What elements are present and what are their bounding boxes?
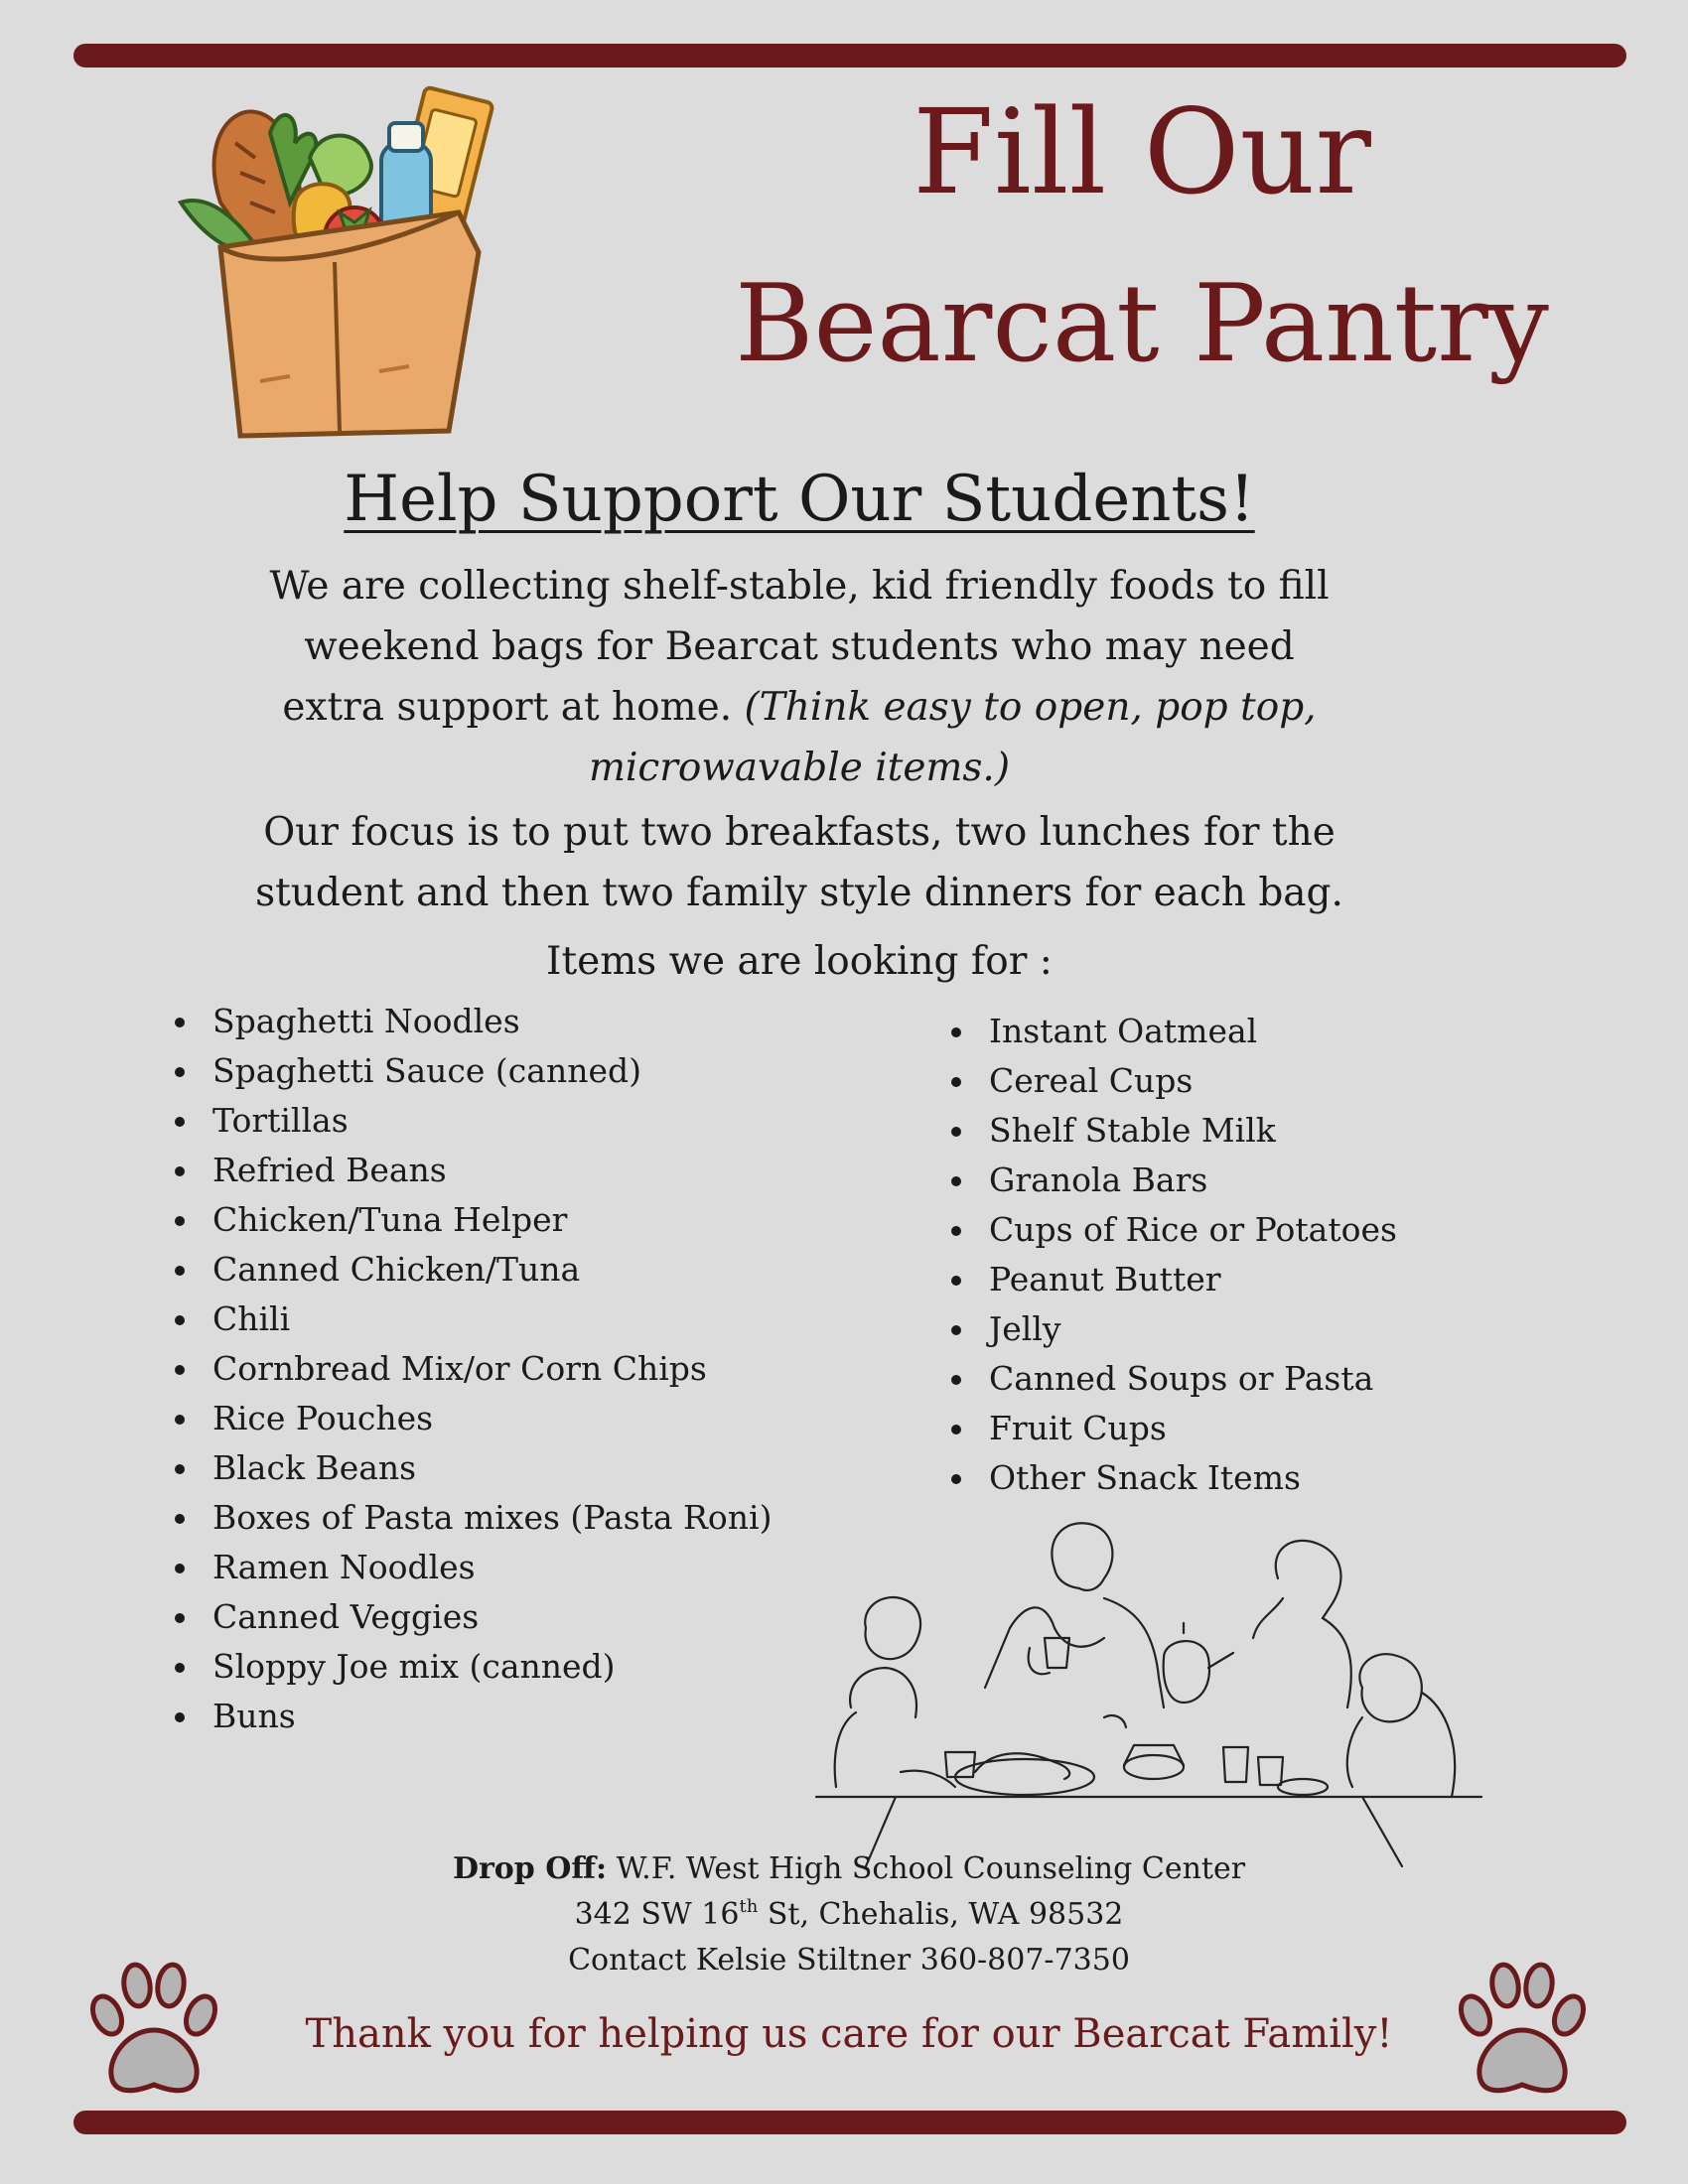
list-item: Chili	[175, 1295, 810, 1344]
dropoff-line	[298, 1846, 1400, 1892]
items-heading: Items we are looking for :	[546, 939, 1053, 984]
list-item: Black Beans	[175, 1443, 810, 1493]
list-item: Spaghetti Sauce (canned)	[175, 1046, 810, 1096]
contact-line: Contact Kelsie Stiltner 360-807-7350	[568, 1943, 1130, 1978]
list-item: Boxes of Pasta mixes (Pasta Roni)	[175, 1493, 810, 1543]
dropoff-label: Drop Off:	[452, 1851, 608, 1886]
list-item: Refried Beans	[175, 1146, 810, 1195]
intro-text: We are collecting shelf-stable, kid friendly foods to fill weekend bags for Bearcat students who may need extra support at home.	[269, 564, 1330, 730]
family-dinner-illustration	[806, 1519, 1491, 1876]
focus-paragraph: Our focus is to put two breakfasts, two lunches for the student and then two family style dinners for each bag.	[255, 810, 1343, 915]
list-item: Buns	[175, 1692, 810, 1741]
list-item: Rice Pouches	[175, 1394, 810, 1443]
list-item: Instant Oatmeal	[951, 1007, 1587, 1056]
title-line-2: Bearcat Pantry	[735, 262, 1549, 386]
bottom-divider	[73, 2111, 1626, 2134]
list-item: Jelly	[951, 1304, 1587, 1354]
dropoff-location: W.F. West High School Counseling Center	[607, 1851, 1246, 1886]
paw-print-icon	[79, 1956, 228, 2105]
section-heading: Help Support Our Students!	[344, 463, 1255, 536]
list-item: Fruit Cups	[951, 1404, 1587, 1453]
title-line-1: Fill Our	[913, 83, 1371, 220]
list-item: Chicken/Tuna Helper	[175, 1195, 810, 1245]
address-superscript: th	[739, 1896, 759, 1917]
list-item: Canned Soups or Pasta	[951, 1354, 1587, 1404]
items-list-left	[175, 997, 810, 1741]
list-item: Tortillas	[175, 1096, 810, 1146]
list-item: Shelf Stable Milk	[951, 1106, 1587, 1156]
list-item: Canned Veggies	[175, 1592, 810, 1642]
list-item: Spaghetti Noodles	[175, 997, 810, 1046]
list-item: Peanut Butter	[951, 1255, 1587, 1304]
items-list-right	[951, 1007, 1587, 1503]
list-item: Cereal Cups	[951, 1056, 1587, 1106]
list-item: Cornbread Mix/or Corn Chips	[175, 1344, 810, 1394]
list-item: Canned Chicken/Tuna	[175, 1245, 810, 1295]
top-divider	[73, 44, 1626, 68]
grocery-bag-icon	[161, 83, 528, 451]
list-item: Cups of Rice or Potatoes	[951, 1205, 1587, 1255]
list-item: Other Snack Items	[951, 1453, 1587, 1503]
list-item: Sloppy Joe mix (canned)	[175, 1642, 810, 1692]
list-item: Ramen Noodles	[175, 1543, 810, 1592]
intro-italic-note: (Think easy to open, pop top, microwavable items.)	[588, 685, 1317, 790]
thank-you-message: Thank you for helping us care for our Bearcat Family!	[305, 2011, 1393, 2057]
paw-print-icon	[1448, 1956, 1597, 2105]
address-part-1: 342 SW 16	[574, 1897, 740, 1932]
address-part-2: St, Chehalis, WA 98532	[758, 1897, 1124, 1932]
intro-paragraph	[248, 556, 1350, 798]
address-line	[298, 1892, 1400, 1938]
list-item: Granola Bars	[951, 1156, 1587, 1205]
